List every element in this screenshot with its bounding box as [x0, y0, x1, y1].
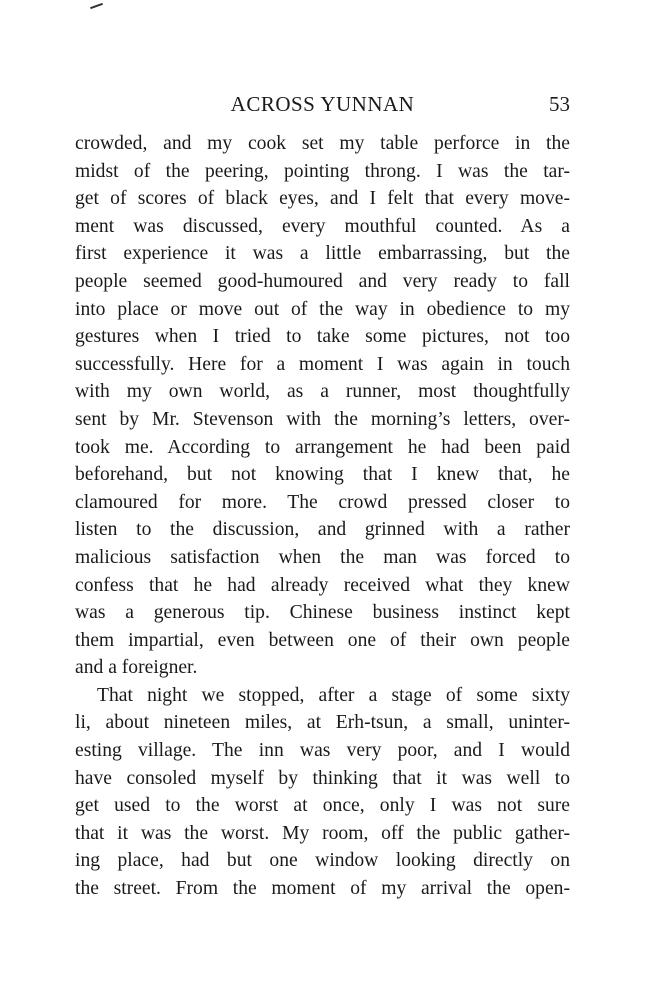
text-line: ment was discussed, every mouthful counted. As a	[75, 215, 570, 237]
text-line: successfully. Here for a moment I was again in touch	[75, 353, 570, 375]
text-line: ing place, had but one window looking directly on	[75, 850, 570, 872]
text-line: them impartial, even between one of their own people	[75, 629, 570, 651]
body-text	[75, 130, 570, 903]
text-line: listen to the discussion, and grinned with a rather	[75, 519, 570, 541]
text-line: clamoured for more. The crowd pressed closer to	[75, 491, 570, 513]
text-line: and a foreigner.	[75, 657, 198, 679]
print-speck	[90, 3, 103, 9]
text-line: first experience it was a little embarrassing, but the	[75, 243, 570, 265]
text-line: malicious satisfaction when the man was forced to	[75, 546, 570, 568]
text-line: that it was the worst. My room, off the public gather-	[75, 822, 570, 844]
text-line: into place or move out of the way in obedience to my	[75, 298, 570, 320]
text-line: took me. According to arrangement he had been paid	[75, 436, 570, 458]
text-line: confess that he had already received what they knew	[75, 574, 570, 596]
text-line: the street. From the moment of my arrival the open-	[75, 878, 570, 900]
text-line: gestures when I tried to take some pictures, not too	[75, 326, 570, 348]
text-line: was a generous tip. Chinese business instinct kept	[75, 602, 570, 624]
paragraph-2	[75, 682, 570, 903]
text-line: esting village. The inn was very poor, and I would	[75, 740, 570, 762]
text-line: midst of the peering, pointing throng. I was the tar-	[75, 160, 570, 182]
text-line: crowded, and my cook set my table perforce in the	[75, 133, 570, 154]
text-line: get of scores of black eyes, and I felt that every move-	[75, 188, 570, 210]
running-head	[75, 92, 570, 122]
text-line: with my own world, as a runner, most thoughtfully	[75, 381, 570, 403]
page-number: 53	[549, 92, 570, 116]
text-line: people seemed good-humoured and very ready to fall	[75, 270, 570, 292]
text-line: That night we stopped, after a stage of some sixty	[97, 684, 570, 706]
text-line: beforehand, but not knowing that I knew that, he	[75, 464, 570, 486]
text-line: sent by Mr. Stevenson with the morning’s letters, over-	[75, 408, 570, 430]
paragraph-1	[75, 130, 570, 682]
text-line: li, about nineteen miles, at Erh-tsun, a small, uninter-	[75, 712, 570, 734]
text-line: have consoled myself by thinking that it was well to	[75, 767, 570, 789]
running-title: ACROSS YUNNAN	[230, 92, 415, 116]
text-line: get used to the worst at once, only I was not sure	[75, 795, 570, 817]
